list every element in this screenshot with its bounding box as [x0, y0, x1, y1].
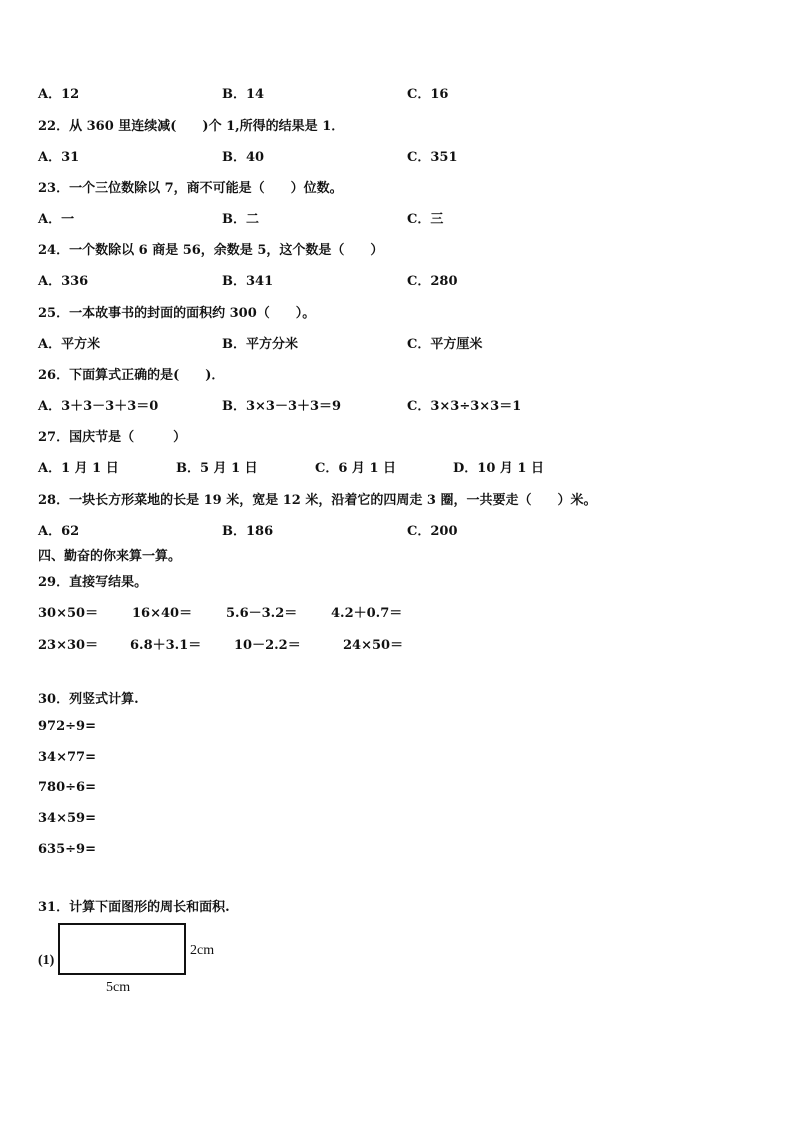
q30-item: 34×59= [38, 811, 96, 826]
q28-stem: 28．一块长方形菜地的长是 19 米，宽是 12 米，沿着它的四周走 3 圈，一共要走（ ）米。 [38, 493, 597, 508]
rectangle-figure [58, 923, 186, 975]
q27-option-a: A．1 月 1 日 [38, 461, 119, 476]
q30-item: 972÷9= [38, 719, 96, 734]
q29-item: 4.2＋0.7＝ [331, 606, 403, 621]
q22-stem: 22．从 360 里连续减( )个 1,所得的结果是 1． [38, 119, 345, 134]
width-label: 5cm [106, 980, 131, 995]
q26-option-c: C．3×3÷3×3＝1 [407, 399, 522, 414]
q28-option-c: C．200 [407, 524, 458, 539]
q21-option-c: C．16 [407, 87, 449, 102]
q22-option-b: B．40 [222, 150, 265, 165]
q25-option-a: A．平方米 [38, 337, 101, 352]
q26-option-a: A．3＋3－3＋3＝0 [38, 399, 159, 414]
q26-option-b: B．3×3－3＋3＝9 [222, 399, 342, 414]
q31-stem: 31．计算下面图形的周长和面积. [38, 900, 230, 915]
q23-option-c: C．三 [407, 212, 444, 227]
q21-option-a: A．12 [38, 87, 80, 102]
q29-item: 6.8＋3.1＝ [130, 638, 202, 653]
q28-option-a: A．62 [38, 524, 80, 539]
q23-option-a: A．一 [38, 212, 75, 227]
q25-option-b: B．平方分米 [222, 337, 298, 352]
q29-stem: 29．直接写结果。 [38, 575, 148, 590]
figure-number: (1) [38, 953, 55, 968]
q29-item: 24×50＝ [343, 638, 404, 653]
q24-option-b: B．341 [222, 274, 274, 289]
q27-option-c: C．6 月 1 日 [315, 461, 397, 476]
q25-stem: 25．一本故事书的封面的面积约 300（ ）。 [38, 306, 316, 321]
section-title: 四、勤奋的你来算一算。 [38, 549, 182, 564]
q29-item: 10－2.2＝ [234, 638, 301, 653]
q27-option-d: D．10 月 1 日 [453, 461, 544, 476]
q29-item: 5.6－3.2＝ [226, 606, 298, 621]
q21-option-b: B．14 [222, 87, 265, 102]
q22-option-c: C．351 [407, 150, 458, 165]
q24-option-c: C．280 [407, 274, 458, 289]
q27-stem: 27．国庆节是（ ） [38, 430, 187, 445]
q29-item: 16×40＝ [132, 606, 193, 621]
q24-option-a: A．336 [38, 274, 89, 289]
q22-option-a: A．31 [38, 150, 80, 165]
q29-item: 30×50＝ [38, 606, 99, 621]
height-label: 2cm [190, 943, 215, 958]
q23-option-b: B．二 [222, 212, 259, 227]
q30-stem: 30．列竖式计算. [38, 692, 139, 707]
q24-stem: 24．一个数除以 6 商是 56，余数是 5，这个数是（ ） [38, 243, 384, 258]
q30-item: 780÷6= [38, 780, 96, 795]
q30-item: 34×77= [38, 750, 96, 765]
q25-option-c: C．平方厘米 [407, 337, 483, 352]
q26-stem: 26．下面算式正确的是( )． [38, 368, 225, 383]
q29-item: 23×30＝ [38, 638, 99, 653]
q27-option-b: B．5 月 1 日 [176, 461, 258, 476]
q28-option-b: B．186 [222, 524, 274, 539]
q23-stem: 23．一个三位数除以 7，商不可能是（ ）位数。 [38, 181, 343, 196]
q30-item: 635÷9= [38, 842, 96, 857]
